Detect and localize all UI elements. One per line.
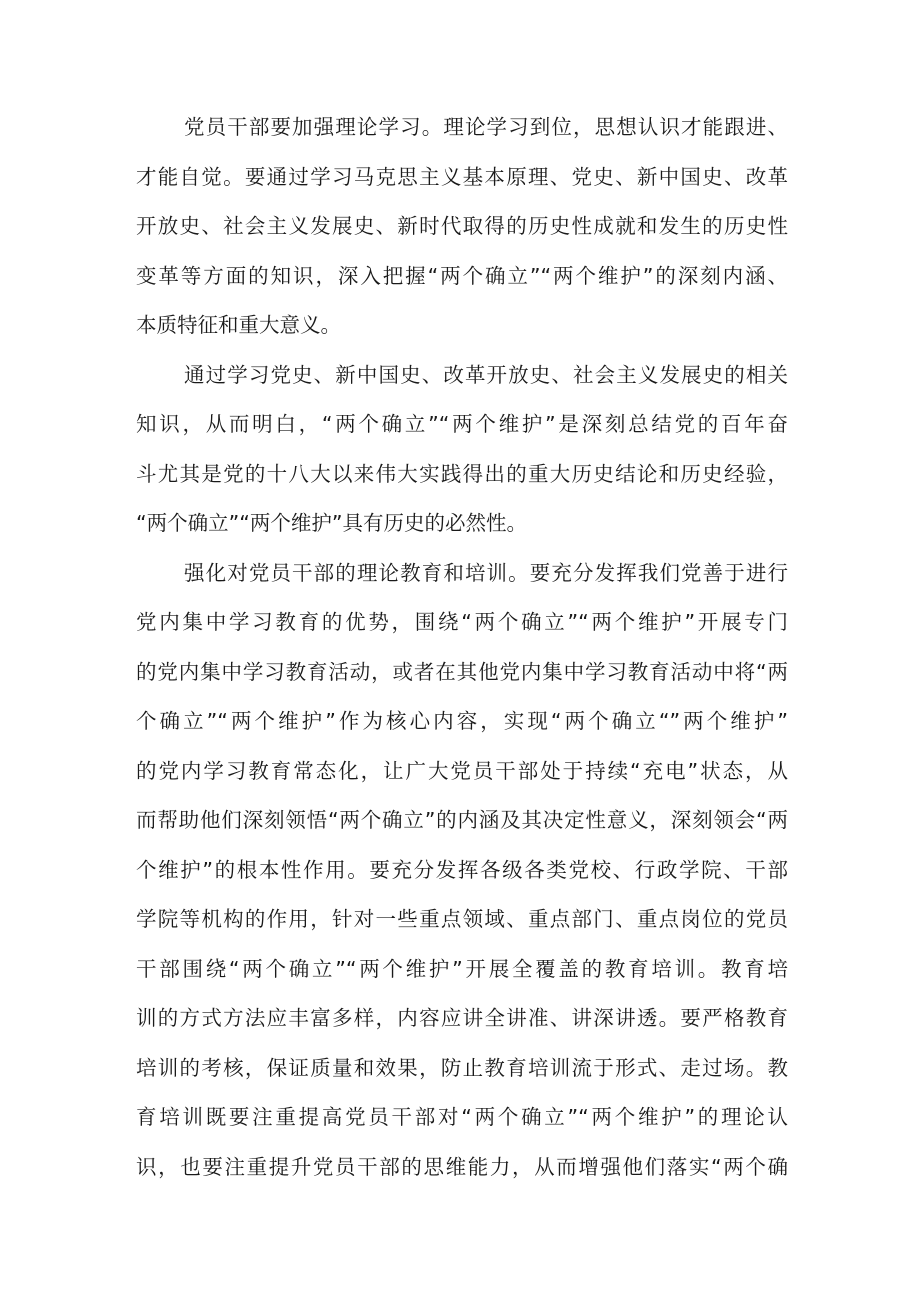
text-line: 本质特征和重大意义。 <box>136 313 341 337</box>
paragraph-3 <box>136 549 788 1193</box>
paragraph-1 <box>136 103 788 351</box>
text-line: 知识，从而明白，“两个确立”“两个维护”是深刻总结党的百年奋 <box>136 412 788 436</box>
text-line: 干部围绕“两个确立”“两个维护”开展全覆盖的教育培训。教育培 <box>136 956 788 981</box>
text-line: 通过学习党史、新中国史、改革开放史、社会主义发展史的相关 <box>184 362 788 387</box>
paragraph-2 <box>136 351 788 549</box>
text-line: 才能自觉。要通过学习马克思主义基本原理、党史、新中国史、改革 <box>136 164 788 189</box>
body-text <box>136 103 788 1192</box>
text-line: 斗尤其是党的十八大以来伟大实践得出的重大历史结论和历史经验， <box>136 461 788 486</box>
text-line: 的党内学习教育常态化，让广大党员干部处于持续“充电”状态，从 <box>136 758 788 783</box>
text-line: 而帮助他们深刻领悟“两个确立”的内涵及其决定性意义，深刻领会“两 <box>136 808 788 832</box>
text-line: 个维护”的根本性作用。要充分发挥各级各类党校、行政学院、干部 <box>136 857 788 882</box>
text-line: 强化对党员干部的理论教育和培训。要充分发挥我们党善于进行 <box>184 560 788 585</box>
text-line: 训的方式方法应丰富多样，内容应讲全讲准、讲深讲透。要严格教育 <box>136 1006 788 1030</box>
text-line: 学院等机构的作用，针对一些重点领域、重点部门、重点岗位的党员 <box>136 907 788 931</box>
text-line: 的党内集中学习教育活动，或者在其他党内集中学习教育活动中将“两 <box>136 659 788 684</box>
text-line: 党内集中学习教育的优势，围绕“两个确立”“两个维护”开展专门 <box>136 610 788 634</box>
text-line: 育培训既要注重提高党员干部对“两个确立”“两个维护”的理论认 <box>136 1105 788 1129</box>
text-line: 变革等方面的知识，深入把握“两个确立”“两个维护”的深刻内涵、 <box>136 263 788 288</box>
text-line: 个确立”“两个维护”作为核心内容，实现“两个确立“”两个维护” <box>136 709 788 733</box>
text-line: 识，也要注重提升党员干部的思维能力，从而增强他们落实“两个确 <box>136 1154 788 1179</box>
text-line: 开放史、社会主义发展史、新时代取得的历史性成就和发生的历史性 <box>136 214 788 238</box>
text-line: 党员干部要加强理论学习。理论学习到位，思想认识才能跟进、 <box>184 115 788 139</box>
text-line: 培训的考核，保证质量和效果，防止教育培训流于形式、走过场。教 <box>136 1055 788 1080</box>
text-line: “两个确立”“两个维护”具有历史的必然性。 <box>136 511 527 535</box>
